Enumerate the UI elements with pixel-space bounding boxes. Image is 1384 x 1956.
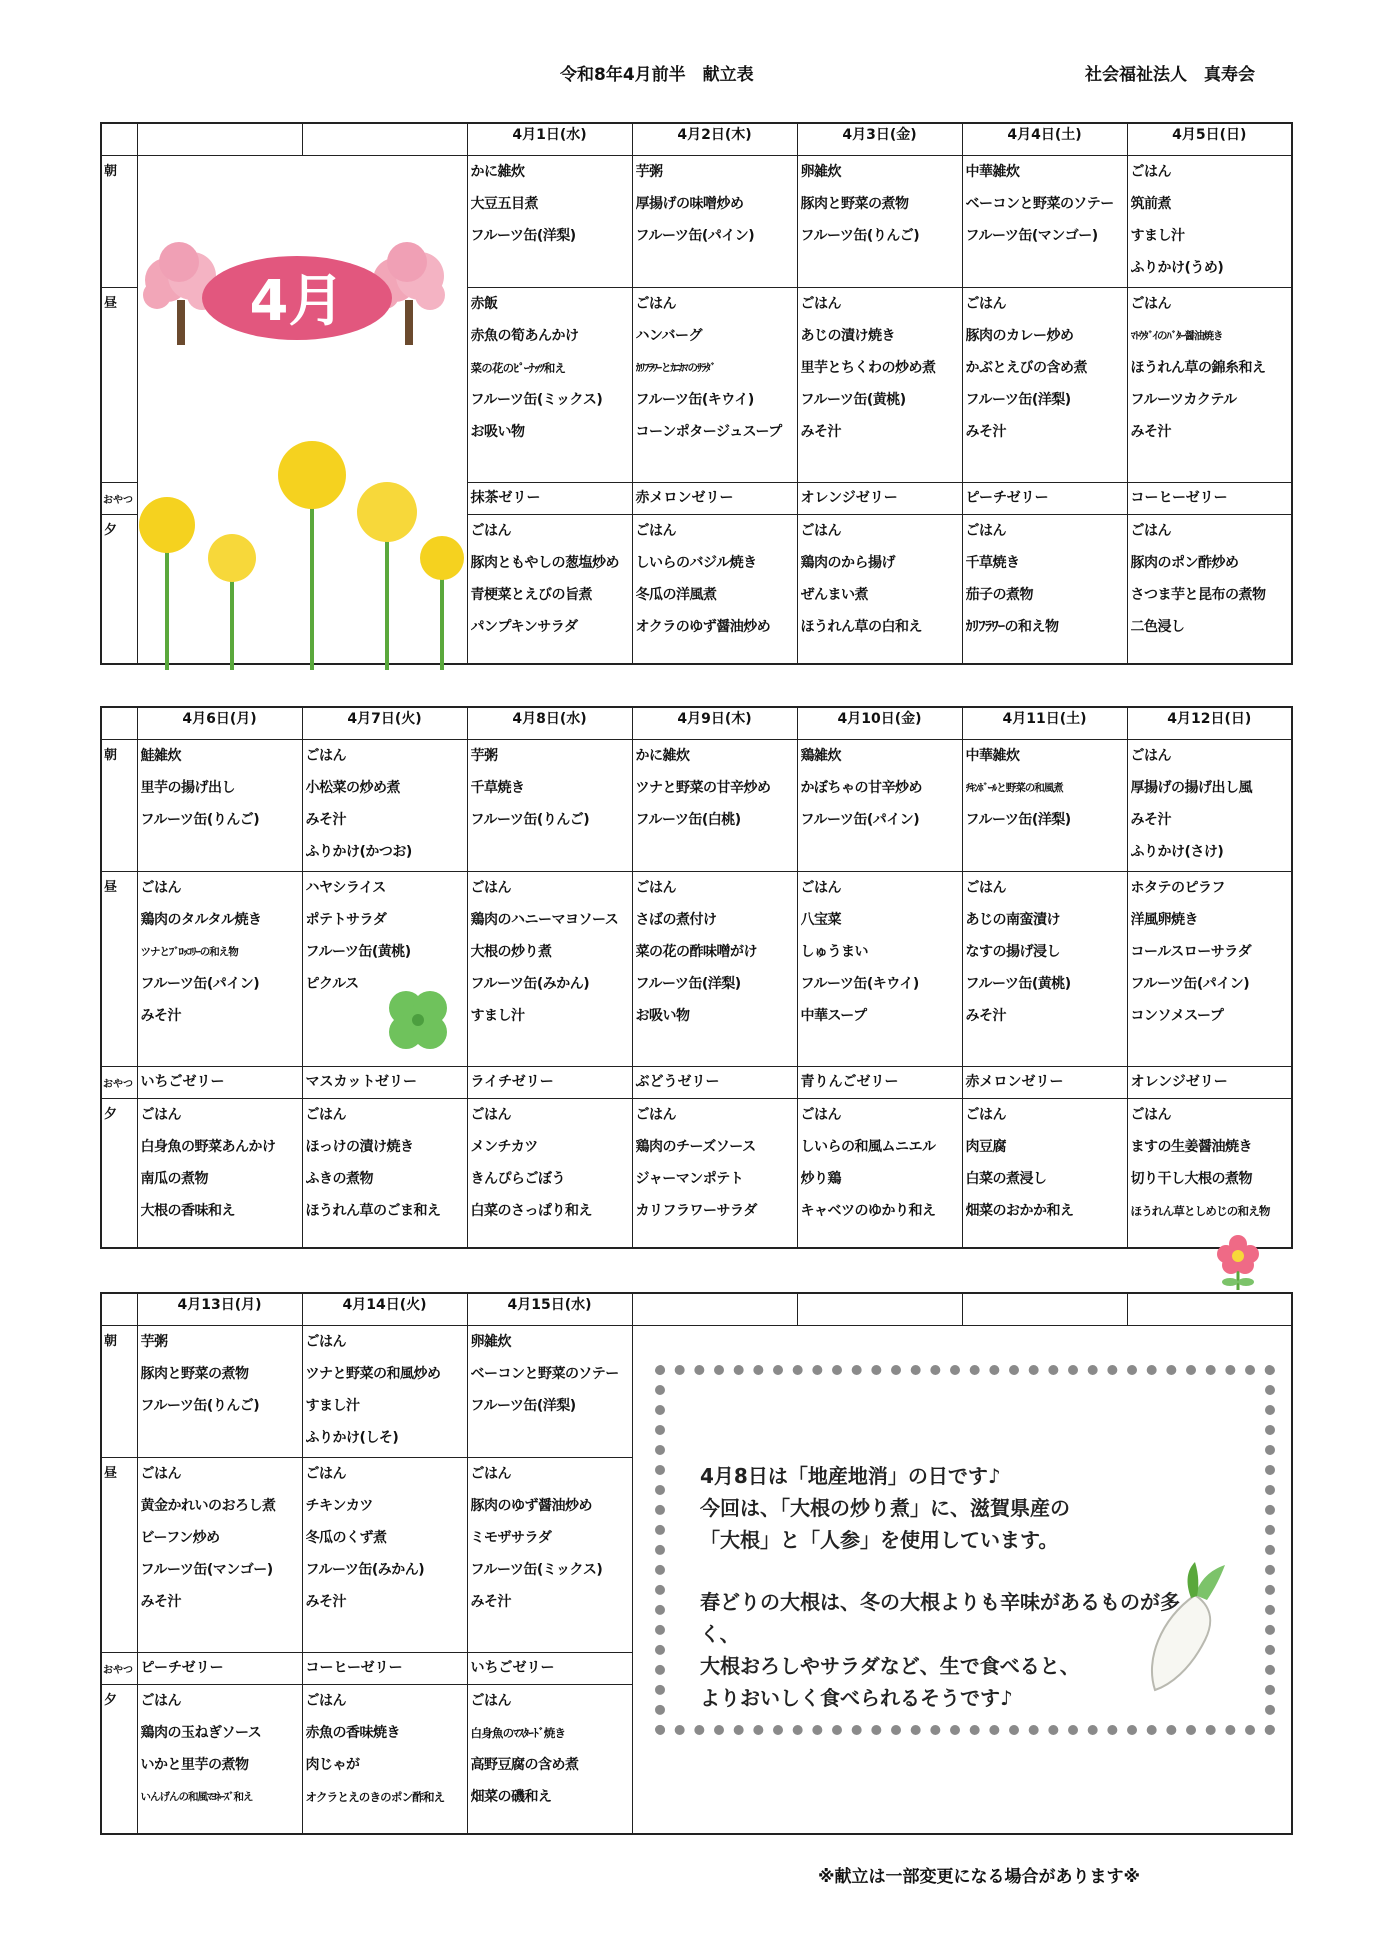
meal-label-dinner: 夕 xyxy=(101,1098,137,1248)
menu-item: フルーツ缶(洋梨) xyxy=(470,1397,576,1414)
menu-item: ごはん xyxy=(1130,163,1171,180)
menu-item: 八宝菜 xyxy=(800,911,841,928)
menu-item: ごはん xyxy=(635,295,676,312)
menu-item: フルーツ缶(黄桃) xyxy=(965,975,1071,992)
date-header: 4月14日(火) xyxy=(302,1293,467,1325)
meal-label-snack: おやつ xyxy=(101,482,137,514)
menu-item: さばの煮付け xyxy=(635,911,717,928)
meal-label-dinner: 夕 xyxy=(101,514,137,664)
menu-item: 芋粥 xyxy=(140,1333,168,1350)
menu-item: ごはん xyxy=(965,879,1006,896)
menu-item: しいらの和風ムニエル xyxy=(800,1138,936,1155)
menu-item: 鶏肉のハニーマヨソース xyxy=(470,911,619,928)
menu-item: ごはん xyxy=(470,1692,511,1709)
menu-item: ごはん xyxy=(800,522,841,539)
menu-item: いかと里芋の煮物 xyxy=(140,1756,249,1773)
menu-item: 白菜の煮浸し xyxy=(965,1170,1047,1187)
date-header: 4月5日(日) xyxy=(1127,123,1292,155)
menu-item: 小松菜の炒め煮 xyxy=(305,779,400,796)
menu-item: ごはん xyxy=(305,1106,346,1123)
menu-item: お吸い物 xyxy=(635,1007,690,1024)
menu-item: 冬瓜の洋風煮 xyxy=(635,586,717,603)
meal-label-breakfast: 朝 xyxy=(101,155,137,287)
meal-label-dinner: 夕 xyxy=(101,1684,137,1834)
menu-item: フルーツ缶(ミックス) xyxy=(470,1561,603,1578)
menu-item: ふきの煮物 xyxy=(305,1170,373,1187)
menu-item: ごはん xyxy=(1130,747,1171,764)
menu-item: 南瓜の煮物 xyxy=(140,1170,208,1187)
date-header: 4月13日(月) xyxy=(137,1293,302,1325)
menu-item: 菜の花のﾋﾟｰﾅｯﾂ和え xyxy=(470,360,566,375)
menu-item: コーンポタージュスープ xyxy=(635,423,782,440)
menu-item: みそ汁 xyxy=(305,811,346,828)
menu-item: 白身魚のﾏｽﾀｰﾄﾞ焼き xyxy=(470,1725,566,1740)
meal-label-lunch: 昼 xyxy=(101,1457,137,1652)
menu-item: みそ汁 xyxy=(1130,811,1171,828)
menu-item: メンチカツ xyxy=(470,1138,538,1155)
menu-item: ふりかけ(さけ) xyxy=(1130,843,1224,860)
menu-item: 鮭雑炊 xyxy=(140,747,181,764)
menu-item: フルーツ缶(白桃) xyxy=(635,811,741,828)
menu-item: ほうれん草の白和え xyxy=(800,618,922,635)
menu-item: ごはん xyxy=(635,879,676,896)
date-header: 4月4日(土) xyxy=(962,123,1127,155)
menu-item: ごはん xyxy=(140,1106,181,1123)
menu-item: フルーツ缶(洋梨) xyxy=(635,975,741,992)
menu-item: ツナと野菜の和風炒め xyxy=(305,1365,441,1382)
menu-item: 里芋とちくわの炒め煮 xyxy=(800,359,936,376)
menu-item: みそ汁 xyxy=(965,1007,1006,1024)
menu-item: 豚肉のカレー炒め xyxy=(965,327,1074,344)
menu-item: ツナとﾌﾞﾛｯｺﾘｰの和え物 xyxy=(140,945,238,958)
menu-item: 豚肉と野菜の煮物 xyxy=(800,195,909,212)
menu-item: コールスローサラダ xyxy=(1130,943,1252,960)
menu-item: ごはん xyxy=(140,1692,181,1709)
menu-item: みそ汁 xyxy=(1130,423,1171,440)
menu-item: フルーツ缶(洋梨) xyxy=(470,227,576,244)
date-header: 4月9日(木) xyxy=(632,707,797,739)
menu-item: 畑菜の磯和え xyxy=(470,1788,552,1805)
menu-item: いんげんの和風ﾏﾖﾈｰｽﾞ和え xyxy=(140,1790,253,1803)
menu-item: フルーツ缶(みかん) xyxy=(305,1561,425,1578)
menu-item: ツナと野菜の甘辛炒め xyxy=(635,779,771,796)
menu-item: 中華雑炊 xyxy=(965,163,1020,180)
menu-item: ますの生姜醤油焼き xyxy=(1130,1138,1252,1155)
menu-item: フルーツ缶(マンゴー) xyxy=(140,1561,273,1578)
menu-item: ごはん xyxy=(140,879,181,896)
menu-item: ピクルス xyxy=(305,975,359,992)
menu-item: フルーツ缶(キウイ) xyxy=(635,391,754,408)
menu-item: 冬瓜のくず煮 xyxy=(305,1529,387,1546)
menu-item: 卵雑炊 xyxy=(800,163,841,180)
menu-item: 豚肉のゆず醤油炒め xyxy=(470,1497,592,1514)
menu-item: ごはん xyxy=(965,522,1006,539)
snack-item: ぶどうゼリー xyxy=(632,1066,797,1098)
menu-item: ごはん xyxy=(1130,295,1171,312)
snack-item: コーヒーゼリー xyxy=(302,1652,467,1684)
meal-label-snack: おやつ xyxy=(101,1066,137,1098)
menu-item: 赤飯 xyxy=(470,295,498,312)
menu-item: 中華雑炊 xyxy=(965,747,1020,764)
menu-item: お吸い物 xyxy=(470,423,525,440)
date-header: 4月6日(月) xyxy=(137,707,302,739)
menu-item: ごはん xyxy=(470,522,511,539)
menu-item: フルーツ缶(パイン) xyxy=(635,227,755,244)
menu-item: パンプキンサラダ xyxy=(470,618,578,635)
snack-item: コーヒーゼリー xyxy=(1127,482,1292,514)
menu-item: フルーツ缶(りんご) xyxy=(470,811,590,828)
organization-name: 社会福祉法人 真寿会 xyxy=(1085,65,1255,85)
menu-item: ポテトサラダ xyxy=(305,911,387,928)
note-line: 「大根」と「人参」を使用しています。 xyxy=(700,1528,1059,1552)
menu-item: ほっけの漬け焼き xyxy=(305,1138,414,1155)
menu-item: ごはん xyxy=(305,747,346,764)
menu-item: すまし汁 xyxy=(1130,227,1185,244)
menu-item: ごはん xyxy=(635,1106,676,1123)
date-header: 4月2日(木) xyxy=(632,123,797,155)
menu-item: 芋粥 xyxy=(635,163,663,180)
menu-item: 中華スープ xyxy=(800,1007,867,1024)
menu-item: 筑前煮 xyxy=(1130,195,1171,212)
snack-item: 赤メロンゼリー xyxy=(962,1066,1127,1098)
note-line: 今回は、「大根の炒り煮」に、滋賀県産の xyxy=(700,1496,1070,1520)
menu-item: 鶏雑炊 xyxy=(800,747,841,764)
menu-item: 鶏肉の玉ねぎソース xyxy=(140,1724,262,1741)
snack-item: いちごゼリー xyxy=(467,1652,632,1684)
note-line: く、 xyxy=(700,1622,740,1646)
menu-item: ごはん xyxy=(140,1465,181,1482)
menu-item: みそ汁 xyxy=(470,1593,511,1610)
menu-table xyxy=(100,706,1293,1249)
menu-item: ごはん xyxy=(800,1106,841,1123)
menu-item: 青梗菜とえびの旨煮 xyxy=(470,586,592,603)
snack-item: マスカットゼリー xyxy=(302,1066,467,1098)
note-line: 4月8日は「地産地消」の日です♪ xyxy=(700,1464,1001,1488)
menu-item: カリフラワーサラダ xyxy=(635,1202,757,1219)
snack-item: 青りんごゼリー xyxy=(797,1066,962,1098)
menu-item: 大根の炒り煮 xyxy=(470,943,552,960)
menu-item: フルーツ缶(マンゴー) xyxy=(965,227,1098,244)
menu-item: 赤魚の香味焼き xyxy=(305,1724,400,1741)
snack-item: ピーチゼリー xyxy=(137,1652,302,1684)
menu-item: フルーツ缶(キウイ) xyxy=(800,975,919,992)
daikon-radish-icon xyxy=(1125,1560,1235,1700)
menu-item: 畑菜のおかか和え xyxy=(965,1202,1074,1219)
menu-item: オクラとえのきのポン酢和え xyxy=(305,1789,445,1804)
menu-item: 千草焼き xyxy=(965,554,1020,571)
menu-item: ごはん xyxy=(470,1106,511,1123)
menu-item: しいらのバジル焼き xyxy=(635,554,757,571)
menu-item: ハンバーグ xyxy=(635,327,703,344)
menu-item: みそ汁 xyxy=(140,1593,181,1610)
menu-item: ﾏﾄｳﾀﾞｲのﾊﾞﾀｰ醤油焼き xyxy=(1130,329,1223,342)
date-header: 4月1日(水) xyxy=(467,123,632,155)
flower-icon xyxy=(1213,1232,1263,1294)
rapeseed-flower-icon xyxy=(139,441,464,670)
meal-label-breakfast: 朝 xyxy=(101,1325,137,1457)
date-header: 4月12日(日) xyxy=(1127,707,1292,739)
date-header: 4月11日(土) xyxy=(962,707,1127,739)
date-header: 4月3日(金) xyxy=(797,123,962,155)
menu-item: 洋風卵焼き xyxy=(1130,911,1198,928)
menu-item: 肉じゃが xyxy=(305,1756,360,1773)
menu-item: フルーツ缶(パイン) xyxy=(1130,975,1250,992)
menu-item: ごはん xyxy=(305,1465,346,1482)
menu-item: 鶏肉のタルタル焼き xyxy=(140,911,262,928)
page-title: 令和8年4月前半 献立表 xyxy=(560,65,754,85)
menu-item: 芋粥 xyxy=(470,747,498,764)
menu-item: チキンカツ xyxy=(305,1497,373,1514)
menu-item: かに雑炊 xyxy=(635,747,690,764)
date-header: 4月8日(水) xyxy=(467,707,632,739)
menu-item: しゅうまい xyxy=(800,943,868,960)
menu-item: オクラのゆず醤油炒め xyxy=(635,618,771,635)
menu-item: ﾁｷﾝﾎﾞｰﾙと野菜の和風煮 xyxy=(965,781,1063,794)
menu-item: ジャーマンポテト xyxy=(635,1170,744,1187)
menu-item: ほうれん草としめじの和え物 xyxy=(1130,1203,1270,1218)
menu-item: ごはん xyxy=(800,879,841,896)
date-header: 4月15日(水) xyxy=(467,1293,632,1325)
menu-item: ほうれん草の錦糸和え xyxy=(1130,359,1266,376)
meal-label-breakfast: 朝 xyxy=(101,739,137,871)
menu-item: 二色浸し xyxy=(1130,618,1185,635)
menu-item: 切り干し大根の煮物 xyxy=(1130,1170,1252,1187)
snack-item: オレンジゼリー xyxy=(797,482,962,514)
menu-item: みそ汁 xyxy=(140,1007,181,1024)
menu-item: コンソメスープ xyxy=(1130,1007,1224,1024)
menu-item: 炒り鶏 xyxy=(800,1170,841,1187)
menu-item: ごはん xyxy=(1130,1106,1171,1123)
menu-item: ごはん xyxy=(305,1692,346,1709)
menu-item: ごはん xyxy=(965,295,1006,312)
menu-item: ごはん xyxy=(800,295,841,312)
menu-item: 豚肉ともやしの葱塩炒め xyxy=(470,554,619,571)
menu-item: フルーツカクテル xyxy=(1130,391,1237,408)
date-header: 4月10日(金) xyxy=(797,707,962,739)
note-line: 春どりの大根は、冬の大根よりも辛味があるものが多 xyxy=(700,1590,1180,1614)
note-line: よりおいしく食べられるそうです♪ xyxy=(700,1686,1013,1710)
menu-item: 鶏肉のチーズソース xyxy=(635,1138,756,1155)
menu-item: フルーツ缶(洋梨) xyxy=(965,811,1071,828)
menu-item: ほうれん草のごま和え xyxy=(305,1202,441,1219)
menu-item: フルーツ缶(パイン) xyxy=(800,811,920,828)
snack-item: ピーチゼリー xyxy=(962,482,1127,514)
menu-item: ごはん xyxy=(965,1106,1006,1123)
menu-item: きんぴらごぼう xyxy=(470,1170,565,1187)
menu-item: 厚揚げの味噌炒め xyxy=(635,195,744,212)
menu-item: ミモザサラダ xyxy=(470,1529,552,1546)
menu-item: ベーコンと野菜のソテー xyxy=(965,195,1114,212)
meal-label-snack: おやつ xyxy=(101,1652,137,1684)
menu-item: さつま芋と昆布の煮物 xyxy=(1130,586,1266,603)
menu-item: ふりかけ(うめ) xyxy=(1130,259,1224,276)
menu-item: キャベツのゆかり和え xyxy=(800,1202,936,1219)
snack-item: いちごゼリー xyxy=(137,1066,302,1098)
meal-label-lunch: 昼 xyxy=(101,287,137,482)
menu-item: ホタテのピラフ xyxy=(1130,879,1225,896)
menu-item: ふりかけ(かつお) xyxy=(305,843,412,860)
menu-item: フルーツ缶(洋梨) xyxy=(965,391,1071,408)
menu-item: 鶏肉のから揚げ xyxy=(800,554,895,571)
date-header: 4月7日(火) xyxy=(302,707,467,739)
menu-item: 茄子の煮物 xyxy=(965,586,1033,603)
menu-item: ｶﾘﾌﾗﾜｰとｶﾆｶﾏのｻﾗﾀﾞ xyxy=(635,361,715,374)
menu-item: 白菜のさっぱり和え xyxy=(470,1202,592,1219)
snack-item: 抹茶ゼリー xyxy=(467,482,632,514)
menu-item: すまし汁 xyxy=(470,1007,525,1024)
note-line: 大根おろしやサラダなど、生で食べると、 xyxy=(700,1654,1080,1678)
menu-item: ぜんまい煮 xyxy=(800,586,868,603)
menu-item: ごはん xyxy=(470,879,511,896)
menu-item: 黄金かれいのおろし煮 xyxy=(140,1497,276,1514)
april-decoration xyxy=(137,240,467,670)
meal-label-lunch: 昼 xyxy=(101,871,137,1066)
menu-item: 高野豆腐の含め煮 xyxy=(470,1756,579,1773)
menu-item: ごはん xyxy=(1130,522,1171,539)
menu-item: ｶﾘﾌﾗﾜｰの和え物 xyxy=(965,618,1059,635)
menu-item: 卵雑炊 xyxy=(470,1333,511,1350)
menu-item: かに雑炊 xyxy=(470,163,525,180)
footer-note: ※献立は一部変更になる場合があります※ xyxy=(818,1867,1141,1887)
menu-item: 菜の花の酢味噌がけ xyxy=(635,943,757,960)
menu-item: 里芋の揚げ出し xyxy=(140,779,235,796)
menu-item: フルーツ缶(りんご) xyxy=(800,227,920,244)
menu-item: 大豆五目煮 xyxy=(470,195,538,212)
menu-item: あじの漬け焼き xyxy=(800,327,895,344)
menu-item: かぼちゃの甘辛炒め xyxy=(800,779,922,796)
menu-item: 千草焼き xyxy=(470,779,525,796)
snack-item: オレンジゼリー xyxy=(1127,1066,1292,1098)
menu-item: 厚揚げの揚げ出し風 xyxy=(1130,779,1252,796)
menu-item: みそ汁 xyxy=(965,423,1006,440)
menu-item: フルーツ缶(黄桃) xyxy=(800,391,906,408)
menu-item: ごはん xyxy=(305,1333,346,1350)
menu-item: みそ汁 xyxy=(800,423,841,440)
menu-item: 白身魚の野菜あんかけ xyxy=(140,1138,276,1155)
menu-item: フルーツ缶(みかん) xyxy=(470,975,590,992)
menu-item: ふりかけ(しそ) xyxy=(305,1429,399,1446)
menu-item: フルーツ缶(黄桃) xyxy=(305,943,411,960)
menu-item: ビーフン炒め xyxy=(140,1529,220,1546)
menu-item: フルーツ缶(ミックス) xyxy=(470,391,603,408)
week-table-2 xyxy=(100,706,1293,1249)
menu-item: フルーツ缶(りんご) xyxy=(140,1397,260,1414)
menu-item: かぶとえびの含め煮 xyxy=(965,359,1087,376)
clover-icon xyxy=(378,980,458,1060)
menu-item: フルーツ缶(りんご) xyxy=(140,811,260,828)
menu-item: ごはん xyxy=(635,522,676,539)
month-badge-text: 4月 xyxy=(249,269,345,334)
menu-item: すまし汁 xyxy=(305,1397,360,1414)
menu-item: なすの揚げ浸し xyxy=(965,943,1060,960)
menu-item: ハヤシライス xyxy=(305,879,386,896)
menu-item: 豚肉のポン酢炒め xyxy=(1130,554,1239,571)
menu-item: 赤魚の筍あんかけ xyxy=(470,327,579,344)
menu-item: ベーコンと野菜のソテー xyxy=(470,1365,619,1382)
menu-item: みそ汁 xyxy=(305,1593,346,1610)
menu-item: 大根の香味和え xyxy=(140,1202,235,1219)
menu-item: 豚肉と野菜の煮物 xyxy=(140,1365,249,1382)
menu-item: あじの南蛮漬け xyxy=(965,911,1060,928)
snack-item: 赤メロンゼリー xyxy=(632,482,797,514)
menu-item: フルーツ缶(パイン) xyxy=(140,975,260,992)
menu-item: ごはん xyxy=(470,1465,511,1482)
snack-item: ライチゼリー xyxy=(467,1066,632,1098)
menu-item: 肉豆腐 xyxy=(965,1138,1006,1155)
